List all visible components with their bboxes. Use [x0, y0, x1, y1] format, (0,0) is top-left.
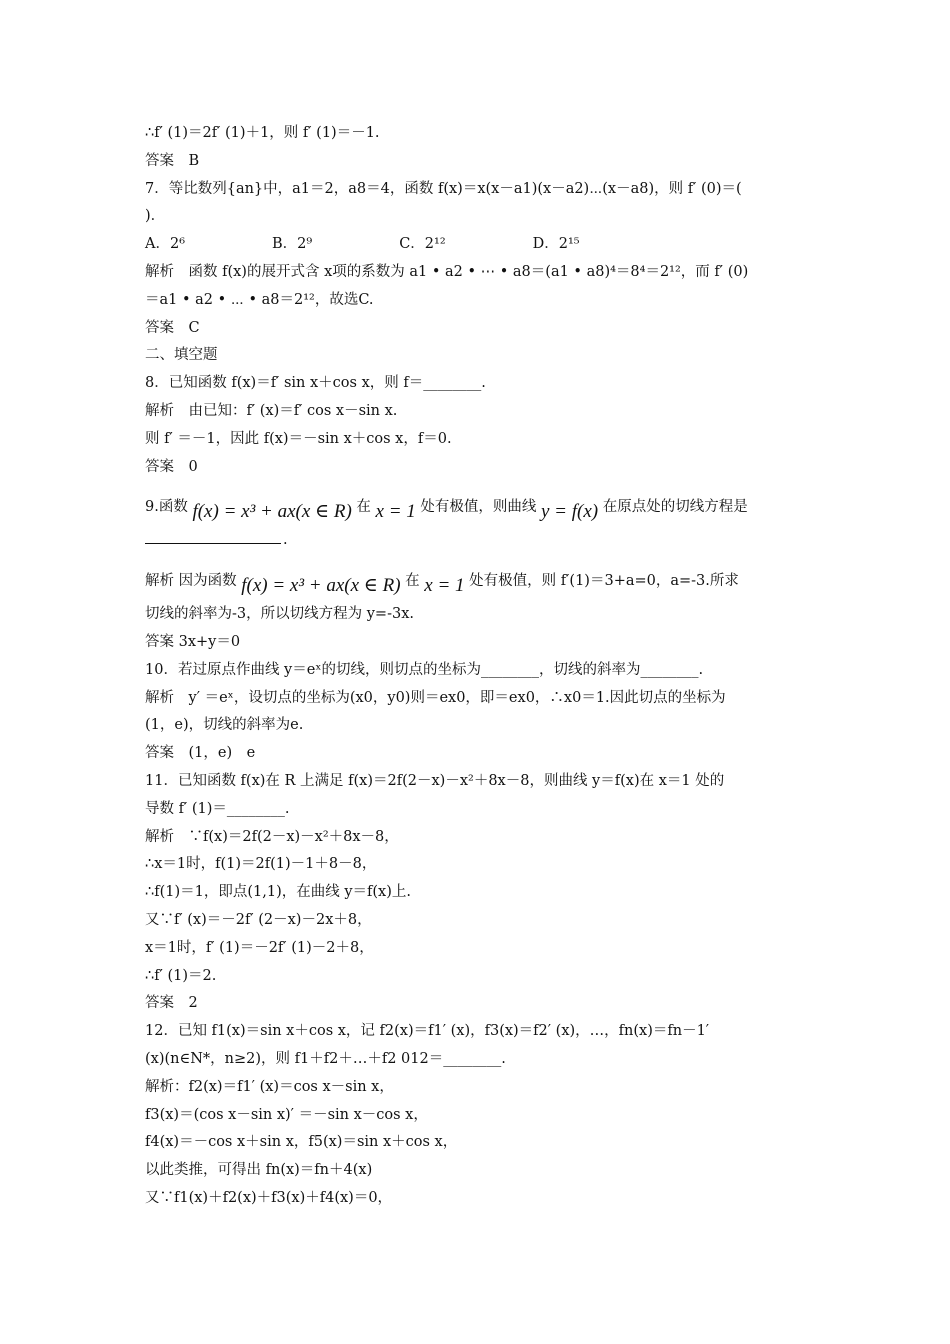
question-12-cont: (x)(n∈N*，n≥2)，则 f1＋f2＋…＋f2 012＝________. — [145, 1050, 506, 1067]
q9-expr-x: x = 1 — [375, 501, 416, 523]
s9-suffix: 处有极值，则 f′(1)＝3+a=0，a=-3.所求 — [469, 573, 739, 590]
question-7: 7．等比数列{an}中，a1＝2，a8＝4，函数 f(x)＝x(x－a1)(x－a2)⋯(x－a8)，则 f′ (0)＝( — [145, 180, 742, 197]
s9-expr-function: f(x) = x³ + ax(x ∈ R) — [241, 575, 401, 597]
solution-11-step: ∴f(1)＝1，即点(1,1)，在曲线 y＝f(x)上. — [145, 884, 411, 901]
question-8: 8．已知函数 f(x)＝f′ sin x＋cos x，则 f＝________. — [145, 375, 486, 392]
question-7-cont: )． — [145, 208, 166, 225]
section-heading: 二、填空题 — [145, 347, 218, 364]
s9-expr-x: x = 1 — [424, 575, 465, 597]
solution-12-step: 以此类推，可得出 fn(x)＝fn＋4(x) — [145, 1162, 373, 1179]
q9-expr-curve: y = f(x) — [541, 501, 599, 523]
solution-12-step: f4(x)＝－cos x＋sin x，f5(x)＝sin x＋cos x， — [145, 1134, 458, 1151]
solution-10: 解析 y′ ＝eˣ，设切点的坐标为(x0，y0)则＝ex0，即＝ex0，∴x0＝1.因此切点的坐标为 — [145, 689, 726, 706]
answer-10: 答案 (1，e) e — [145, 745, 256, 762]
q9-end: . — [283, 532, 288, 549]
question-9 — [145, 487, 810, 527]
solution-9 — [145, 561, 810, 601]
solution-11-step: ∴f′ (1)＝2. — [145, 967, 217, 984]
solution-8-cont: 则 f′ ＝－1，因此 f(x)＝－sin x＋cos x，f＝0. — [145, 430, 452, 447]
answer-9: 答案 3x+y＝0 — [145, 633, 241, 650]
answer-blank — [145, 531, 281, 544]
q9-prefix: 9.函数 — [145, 499, 188, 516]
solution-12-step: f3(x)＝(cos x－sin x)′ ＝－sin x－cos x， — [145, 1106, 428, 1123]
answer-8: 答案 0 — [145, 458, 198, 475]
question-11: 11．已知函数 f(x)在 R 上满足 f(x)＝2f(2－x)－x²＋8x－8，则曲线 y＝f(x)在 x＝1 处的 — [145, 772, 725, 789]
solution-11-step: 又∵f′ (x)＝－2f′ (2－x)－2x＋8， — [145, 911, 372, 928]
answer-11: 答案 2 — [145, 995, 198, 1012]
solution-10-cont: (1，e)，切线的斜率为e. — [145, 717, 304, 734]
answer-7: 答案 C — [145, 319, 200, 336]
text-line: ∴f′ (1)＝2f′ (1)＋1，则 f′ (1)＝－1. — [145, 125, 380, 141]
solution-7: 解析 函数 f(x)的展开式含 x项的系数为 a1 • a2 • ⋯ • a8＝(a1 • a8)⁴＝8⁴＝2¹²，而 f′ (0) — [145, 263, 749, 280]
question-12: 12．已知 f1(x)＝sin x＋cos x，记 f2(x)＝f1′ (x)，f3(x)＝f2′ (x)，…，fn(x)＝fn－1′ — [145, 1023, 710, 1040]
s9-mid1: 在 — [405, 573, 420, 590]
solution-8: 解析 由已知：f′ (x)＝f′ cos x－sin x. — [145, 402, 398, 419]
question-10: 10．若过原点作曲线 y＝eˣ的切线，则切点的坐标为________，切线的斜率为________. — [145, 661, 704, 678]
solution-11: 解析 ∵f(x)＝2f(2－x)－x²＋8x－8， — [145, 828, 399, 845]
document-body — [145, 120, 810, 1213]
solution-12: 解析：f2(x)＝f1′ (x)＝cos x－sin x， — [145, 1078, 394, 1095]
solution-7-cont: ＝a1 • a2 • ⋯ • a8＝2¹²，故选C. — [145, 291, 374, 308]
solution-9-cont: 切线的斜率为-3，所以切线方程为 y=-3x. — [145, 606, 414, 623]
s9-prefix: 解析 因为函数 — [145, 573, 237, 590]
q9-mid1: 在 — [356, 499, 371, 516]
solution-11-step: x＝1时，f′ (1)＝－2f′ (1)－2＋8， — [145, 939, 374, 956]
answer-6: 答案 B — [145, 152, 200, 169]
question-7-options: A．2⁶ B．2⁹ C．2¹² D．2¹⁵ — [145, 236, 580, 253]
question-11-cont: 导数 f′ (1)＝________. — [145, 800, 290, 817]
solution-11-step: ∴x＝1时，f(1)＝2f(1)－1＋8－8， — [145, 856, 377, 873]
question-9-blank-line — [145, 527, 810, 555]
q9-mid2: 处有极值，则曲线 — [420, 499, 537, 516]
q9-suffix: 在原点处的切线方程是 — [602, 499, 748, 516]
q9-expr-function: f(x) = x³ + ax(x ∈ R) — [192, 501, 352, 523]
solution-12-step: 又∵f1(x)＋f2(x)＋f3(x)＋f4(x)＝0， — [145, 1189, 393, 1206]
